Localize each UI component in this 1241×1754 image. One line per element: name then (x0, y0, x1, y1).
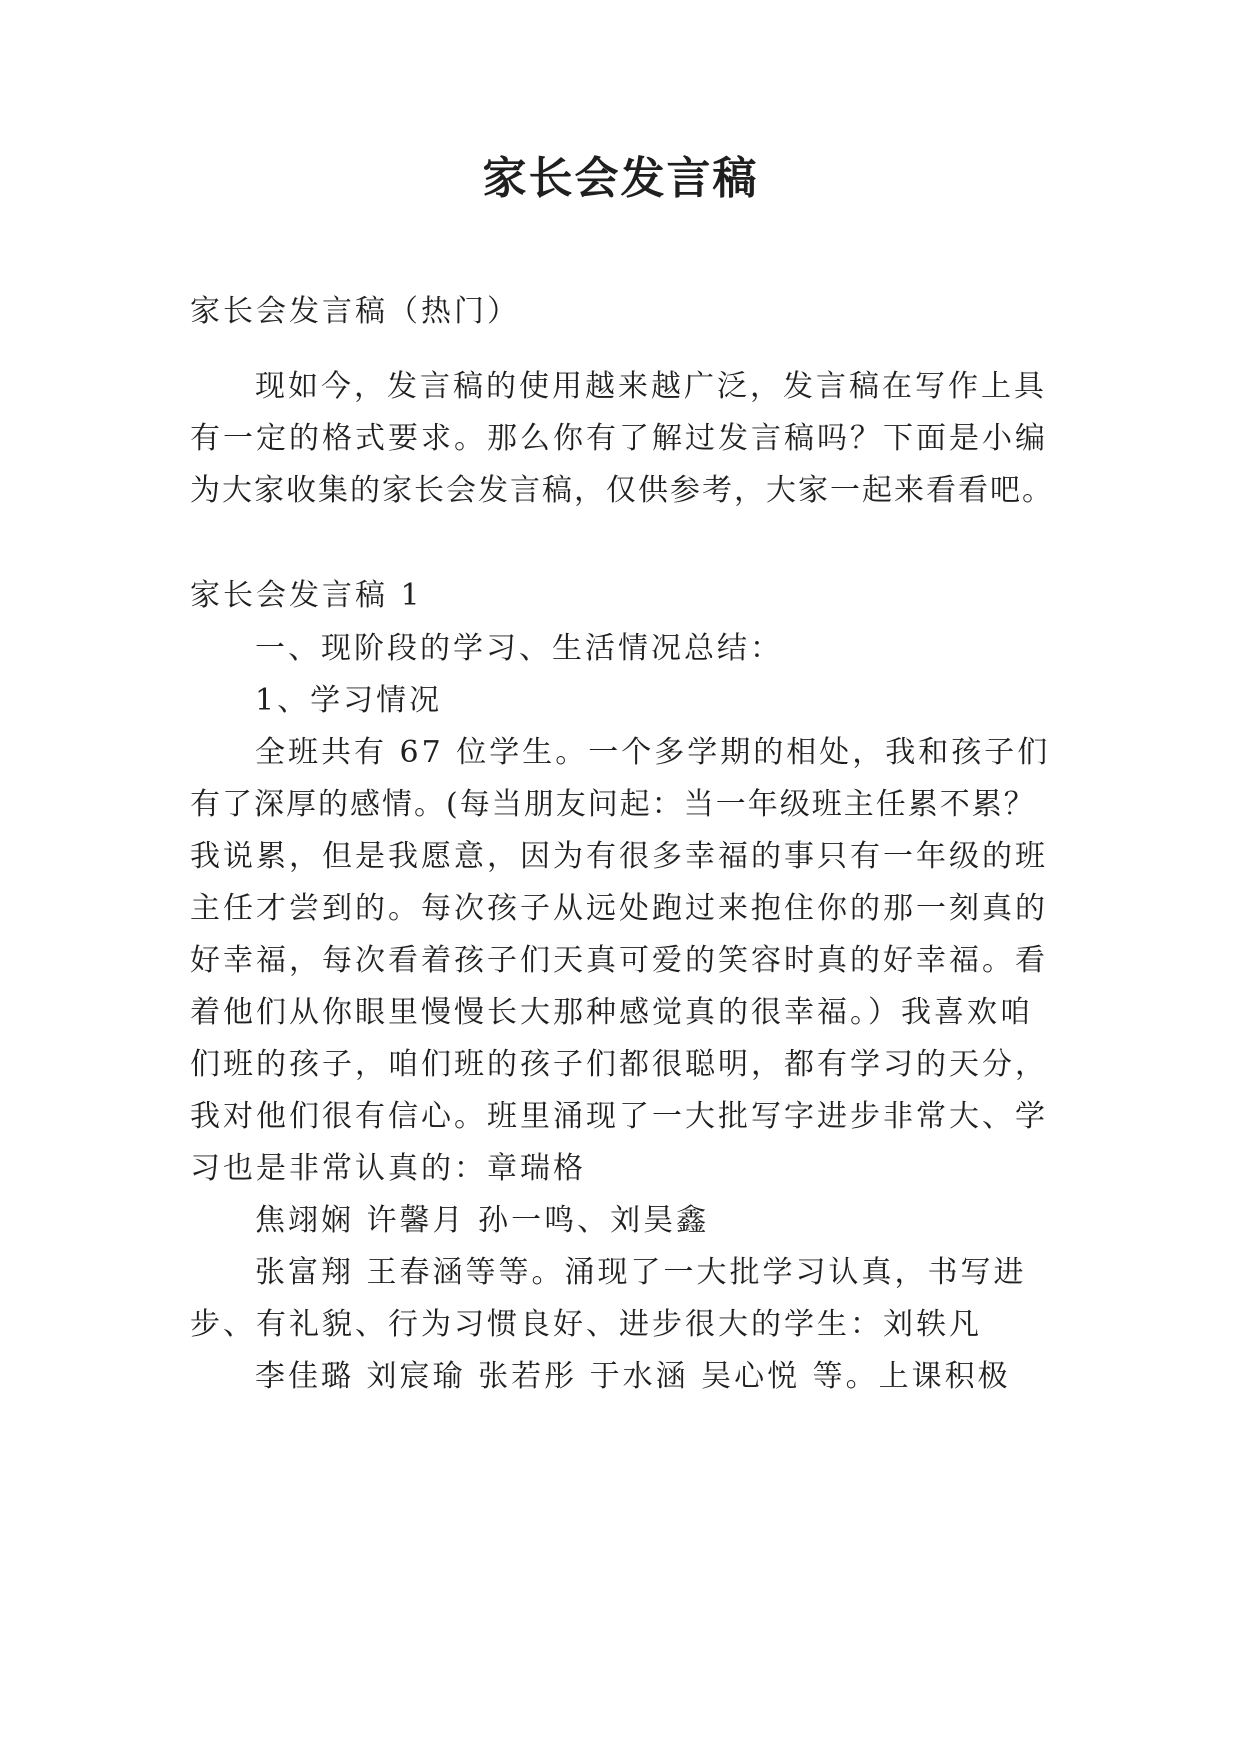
outline-item: 一、现阶段的学习、生活情况总结： (255, 631, 783, 666)
paragraph-line: 习也是非常认真的：章瑞格 (190, 1151, 586, 1186)
intro-line: 现如今，发言稿的使用越来越广泛，发言稿在写作上具 (255, 369, 1047, 404)
paragraph-line: 步、有礼貌、行为习惯良好、进步很大的学生：刘轶凡 (190, 1307, 982, 1342)
paragraph-line: 们班的孩子，咱们班的孩子们都很聪明，都有学习的天分， (190, 1047, 1048, 1082)
intro-line: 有一定的格式要求。那么你有了解过发言稿吗？下面是小编 (190, 421, 1048, 456)
paragraph-line: 着他们从你眼里慢慢长大那种感觉真的很幸福。）我喜欢咱 (190, 995, 1033, 1030)
paragraph-line: 好幸福，每次看着孩子们天真可爱的笑容时真的好幸福。看 (190, 943, 1048, 978)
paragraph-line: 主任才尝到的。每次孩子从远处跑过来抱住你的那一刻真的 (190, 891, 1048, 926)
paragraph-line: 张富翔 王春涵等等。涌现了一大批学习认真，书写进 (255, 1255, 1027, 1290)
outline-item: 1、学习情况 (255, 683, 443, 718)
intro-line: 为大家收集的家长会发言稿，仅供参考，大家一起来看看吧。 (190, 473, 1054, 508)
document-subtitle: 家长会发言稿（热门） (190, 294, 520, 329)
paragraph-line: 我说累，但是我愿意，因为有很多幸福的事只有一年级的班 (190, 839, 1048, 874)
section-heading: 家长会发言稿 1 (190, 578, 423, 613)
paragraph-line: 全班共有 67 位学生。一个多学期的相处，我和孩子们 (255, 735, 1051, 770)
paragraph-line: 李佳璐 刘宸瑜 张若彤 于水涵 吴心悦 等。上课积极 (255, 1359, 1011, 1394)
paragraph-line: 焦翊娴 许馨月 孙一鸣、刘昊鑫 (255, 1203, 710, 1238)
paragraph-line: 有了深厚的感情。(每当朋友问起：当一年级班主任累不累？ (190, 787, 1036, 822)
paragraph-line: 我对他们很有信心。班里涌现了一大批写字进步非常大、学 (190, 1099, 1048, 1134)
document-title: 家长会发言稿 (482, 153, 759, 204)
